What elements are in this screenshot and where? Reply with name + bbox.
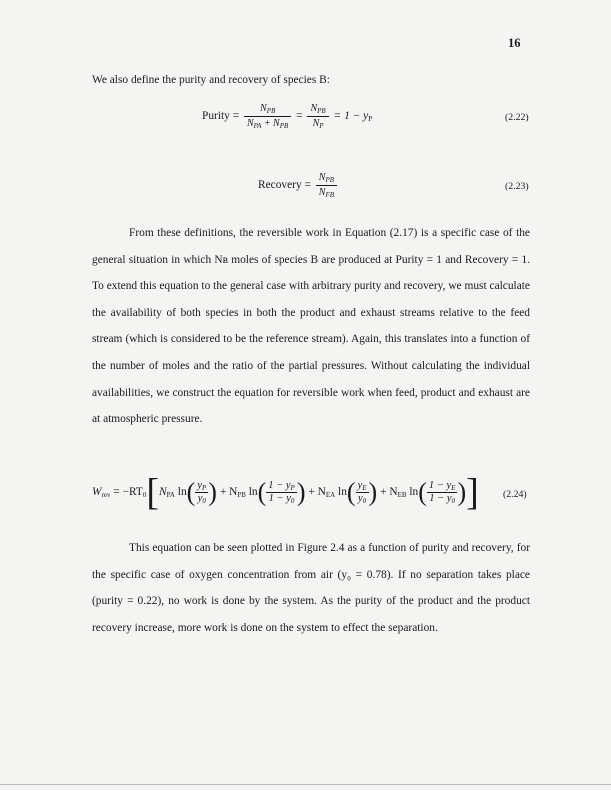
purity-fraction-1: $\frac{N_{PB}}{N_{PA} + N_{PB}}$: [244, 103, 291, 130]
equation-2-24: $W_{rev} = -RT_0[N_{PA}$ ln( $\frac{y_P}{y_0}$ ) + $N_{PB}$ ln( $\frac{1 - y_P}{1 - y_0}$ ) + $N_{EA}$ ln( $\frac{y_E}{y_0}$ ) + $N_{EB}$ ln( $\frac{1 - y_E}{1 - y_0}$ )]: [92, 471, 479, 514]
purity-fraction-2: $\frac{N_{PB}}{N_P}$: [307, 103, 328, 130]
equation-number-2-24: (2.24): [503, 489, 527, 500]
intro-sentence: We also define the purity and recovery of species B:: [92, 74, 330, 86]
equation-2-22: Purity = $\frac{N_{PB}}{N_{PA} + N_{PB}}$ = $\frac{N_{PB}}{N_P}$ = $1 - y_P$: [202, 103, 373, 130]
equation-number-2-22: (2.22): [505, 112, 529, 123]
paragraph-figure-discussion: This equation can be seen plotted in Figure 2.4 as a function of purity and recovery, for the specific case of oxygen concentration from air (y₀ = 0.78). If no separation takes place (purity = 0.22), no work is done by the system. As the purity of the product and the product recovery increase, more work is done on the system to effect the separation.: [92, 542, 530, 634]
purity-label: Purity =: [202, 110, 240, 123]
recovery-label: Recovery =: [258, 179, 311, 192]
equation-number-2-23: (2.23): [505, 181, 529, 192]
recovery-fraction: $\frac{N_{PB}}{N_{FB}}$: [316, 172, 337, 199]
page-number: 16: [508, 36, 521, 50]
page-edge-divider: [0, 784, 611, 785]
equation-2-23: [258, 172, 339, 199]
paragraph-definitions: From these definitions, the reversible work in Equation (2.17) is a specific case of the general situation in which Nʙ moles of species B are produced at Purity = 1 and Recovery = 1. To extend this equation to the general case with arbitrary purity and recovery, we must calculate the availability of both species in both the product and exhaust streams relative to the feed stream (which is considered to be the reference stream). Again, this translates into a function of the number of moles and the ratio of the partial pressures. Without calculating the individual availabilities, we construct the equation for reversible work when feed, product and exhaust are at atmospheric pressure.: [92, 227, 530, 426]
